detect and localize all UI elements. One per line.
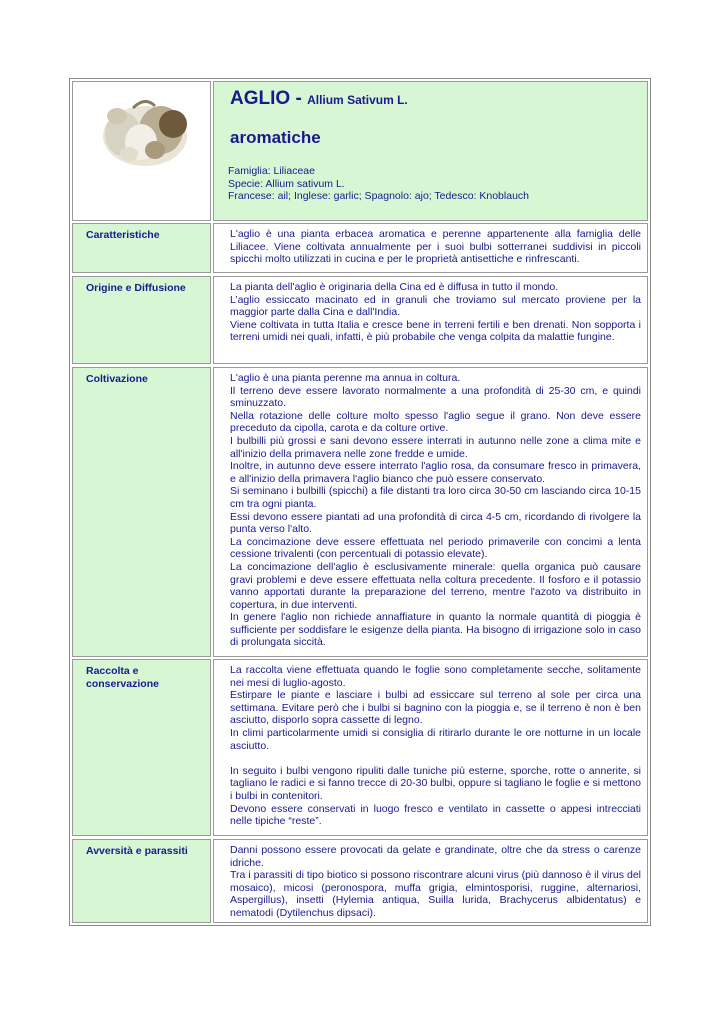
label-coltivazione: Coltivazione <box>72 367 211 657</box>
text-avversita: Danni possono essere provocati da gelate e grandinate, oltre che da stress o carenze idriche. Tra i parassiti di tipo biotico si possono riscontrare alcuni virus (più dannoso è il virus del mosaico), micosi (peronospora, muffa grigia, elmintosporisi, ruggine, alternariosi, Aspergillus), insetti (Hylemia antiqua, Suilla lurida, Brachycerus albidentatus) e nematodi (Dytilenchus dipsaci). <box>213 839 648 923</box>
specie: Specie: Allium sativum L. <box>228 177 345 190</box>
garlic-image <box>93 94 193 174</box>
text-origine: La pianta dell'aglio è originaria della Cina ed è diffusa in tutto il mondo. L’aglio essiccato macinato ed in granuli che troviamo sul mercato proviene per la maggior parte dalla Cina e dall'India. Viene coltivata in tutta Italia e cresce bene in terreni fertili e ben drenati. Non sopporta i terreni umidi nei quali, infatti, è più probabile che venga colpita da malattie fungine. <box>213 276 648 364</box>
translations: Francese: ail; Inglese: garlic; Spagnolo: ajo; Tedesco: Knoblauch <box>228 190 529 203</box>
text-raccolta: La raccolta viene effettuata quando le foglie sono completamente secche, solitamente nei mesi di luglio-agosto. Estirpare le piante e lasciare i bulbi ad essiccare sul terreno al sole per circa una settimana. Evitare però che i bulbi si bagnino con la pioggia e, se il terreno è non è ben asciutto, disporlo sopra cassette di legno. In climi particolarmente umidi si consiglia di ritirarlo durante le ore notturne in un locale asciutto. In seguito i bulbi vengono ripuliti dalle tuniche più esterne, sporche, rotte o annerite, si tagliano le radici e si fanno trecce di 20-30 bulbi, oppure si tagliano le foglie e si mettono i bulbi in contenitori. Devono essere conservati in luogo fresco e ventilato in cassette o appesi intrecciati nelle tipiche “reste”. <box>213 659 648 836</box>
datasheet-table <box>69 78 651 926</box>
label-caratteristiche: Caratteristiche <box>72 223 211 273</box>
scientific-name: Allium Sativum L. <box>307 93 408 107</box>
label-origine: Origine e Diffusione <box>72 276 211 364</box>
text-coltivazione: L'aglio è una pianta perenne ma annua in coltura. Il terreno deve essere lavorato normalmente a una profondità di 25-30 cm, e quindi sminuzzato. Nella rotazione delle colture molto spesso l'aglio segue il grano. Non deve essere preceduto da cipolla, carota e da colture ortive. I bulbilli più grossi e sani devono essere interrati in autunno nelle zone a clima mite e all'inizio della primavera nelle zone fredde e umide. Inoltre, in autunno deve essere interrato l'aglio rosa, da consumare fresco in primavera, e all'inizio della primavera l'aglio bianco che può essere conservato. Si seminano i bulbilli (spicchi) a file distanti tra loro circa 30-50 cm lasciando circa 10-15 cm tra ogni pianta. Essi devono essere piantati ad una profondità di circa 4-5 cm, ricordando di rivolgere la punta verso l'alto. La concimazione deve essere effettuata nel periodo primaverile con concimi a lenta cessione trivalenti (con percentuali di potassio elevate). La concimazione dell'aglio è esclusivamente minerale: quella organica può causare gravi problemi e deve essere effettuata nella coltura precedente. Il fosforo e il potassio vanno apportati durante la preparazione del terreno, mentre l'azoto va distribuito in copertura, in due interventi. In genere l'aglio non richiede annaffiature in quanto la normale quantità di pioggia è sufficiente per soddisfare le esigenze della pianta. Ha bisogno di irrigazione solo in caso di prolungata siccità. <box>213 367 648 657</box>
label-raccolta: Raccolta e conservazione <box>72 659 211 836</box>
page-title: AGLIO - Allium Sativum L. <box>230 88 408 109</box>
text-caratteristiche: L'aglio è una pianta erbacea aromatica e perenne appartenente alla famiglia delle Liliacee. Viene coltivata annualmente per i suoi bulbi sotterranei suddivisi in piccoli spicchi molto utilizzati in cucina e per le proprietà antisettiche e rinfrescanti. <box>213 223 648 273</box>
title-cell <box>213 81 648 221</box>
category-heading: aromatiche <box>230 128 321 147</box>
label-avversita: Avversità e parassiti <box>72 839 211 923</box>
image-cell <box>72 81 211 221</box>
taxonomy-info <box>228 165 529 203</box>
famiglia: Famiglia: Liliaceae <box>228 165 315 177</box>
